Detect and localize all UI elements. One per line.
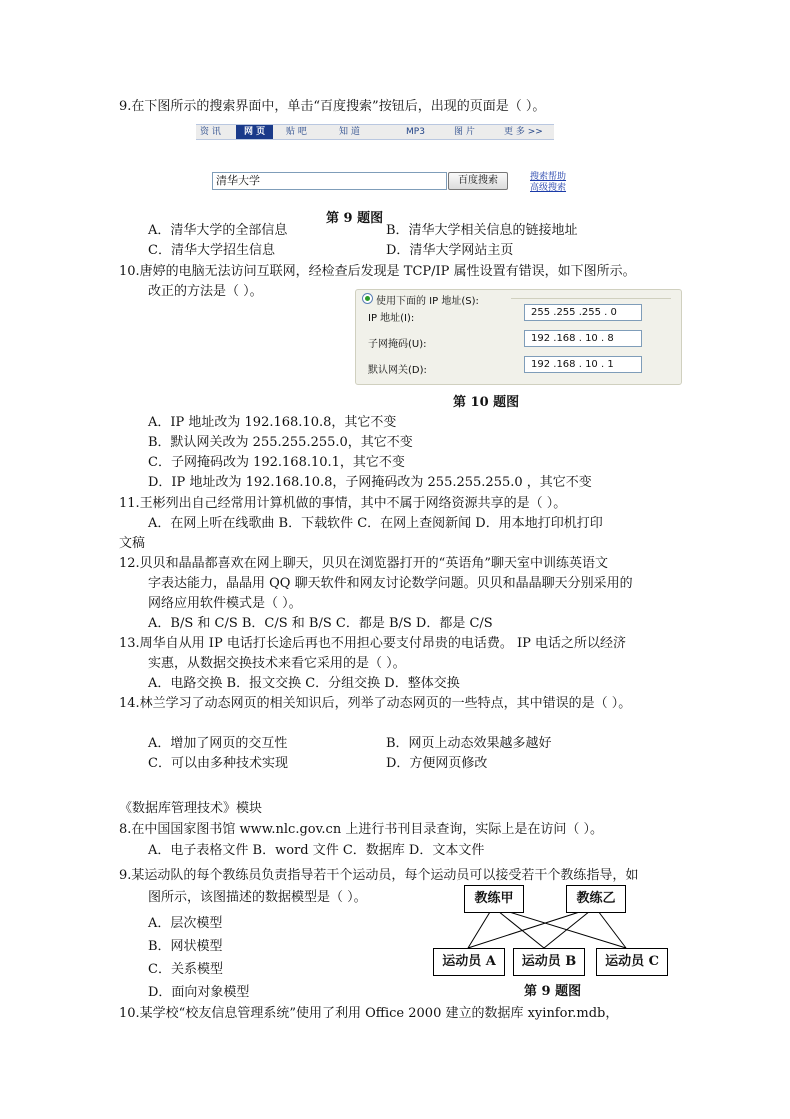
q14-option-b: B．网页上动态效果越多越好 [386, 736, 552, 751]
q13-stem: 13.周华自从用 IP 电话打长途后再也不用担心要支付昂贵的电话费。 IP 电话之所以经济 [119, 636, 626, 651]
ip-address-field[interactable]: 255 .255 .255 . 0 [524, 304, 642, 321]
subnet-mask-label: 子网掩码(U): [368, 339, 427, 350]
q10-stem: 10.唐婷的电脑无法访问互联网，经检查后发现是 TCP/IP 属性设置有错误，如下图所示。 [119, 264, 636, 279]
q10-option-d: D．IP 地址改为 192.168.10.8，子网掩码改为 255.255.255.0 ，其它不变 [148, 475, 592, 490]
q14-option-d: D．方便网页修改 [386, 756, 488, 771]
q13-options: A．电路交换 B．报文交换 C．分组交换 D．整体交换 [148, 676, 460, 691]
radio-label: 使用下面的 IP 地址(S): [376, 296, 479, 307]
nav-tab-zhidao[interactable]: 知 道 [339, 127, 360, 137]
q9db-option-a: A．层次模型 [148, 916, 223, 931]
nav-tab-mp3[interactable]: MP3 [406, 127, 425, 137]
nav-tab-news[interactable]: 资 讯 [200, 127, 221, 137]
figure-caption: 第 10 题图 [453, 395, 520, 410]
radio-button[interactable] [362, 293, 373, 304]
module-title: 《数据库管理技术》模块 [119, 801, 263, 816]
q13-stem-cont: 实惠，从数据交换技术来看它采用的是（ ）。 [148, 656, 406, 671]
search-input[interactable]: 清华大学 [212, 172, 447, 190]
q12-stem-cont2: 网络应用软件模式是（ ）。 [148, 596, 302, 611]
q9db-stem-cont: 图所示，该图描述的数据模型是（ ）。 [148, 890, 367, 905]
q8-options: A．电子表格文件 B．word 文件 C．数据库 D．文本文件 [148, 843, 485, 858]
q8-stem: 8.在中国国家图书馆 www.nlc.gov.cn 上进行书刊目录查询，实际上是在访问（ ）。 [119, 822, 603, 837]
q9-stem: 9.在下图所示的搜索界面中，单击“百度搜索”按钮后，出现的页面是（ ）。 [119, 99, 546, 114]
edge-yi-b [544, 907, 595, 948]
athlete-node-c: 运动员 C [596, 948, 668, 976]
search-help-link[interactable]: 搜索帮助 [530, 172, 567, 182]
default-gateway-label: 默认网关(D): [368, 365, 427, 376]
advanced-search-link[interactable]: 高级搜索 [530, 183, 567, 193]
nav-tab-web[interactable]: 网 页 [236, 125, 273, 139]
q10-option-a: A．IP 地址改为 192.168.10.8，其它不变 [148, 415, 397, 430]
q9db-stem: 9.某运动队的每个教练员负责指导若干个运动员，每个运动员可以接受若干个教练指导，如 [119, 868, 639, 883]
edge-jia-b [493, 907, 544, 948]
q12-stem-cont: 字表达能力，晶晶用 QQ 聊天软件和网友讨论数学问题。贝贝和晶晶聊天分别采用的 [148, 576, 633, 591]
q11-options-wrap: 文稿 [119, 536, 146, 551]
nav-tab-images[interactable]: 图 片 [454, 127, 475, 137]
ip-settings-panel [355, 289, 682, 385]
q12-stem: 12.贝贝和晶晶都喜欢在网上聊天，贝贝在浏览器打开的“英语角”聊天室中训练英语文 [119, 556, 608, 571]
default-gateway-field[interactable]: 192 .168 . 10 . 1 [524, 356, 642, 373]
baidu-search-button[interactable]: 百度搜索 [448, 172, 508, 190]
q10-option-c: C．子网掩码改为 192.168.10.1，其它不变 [148, 455, 405, 470]
q9db-option-b: B．网状模型 [148, 939, 223, 954]
subnet-mask-field[interactable]: 192 .168 . 10 . 8 [524, 330, 642, 347]
figure-caption: 第 9 题图 [326, 211, 384, 226]
edge-jia-c [493, 907, 626, 948]
q14-option-c: C．可以由多种技术实现 [148, 756, 288, 771]
q12-options: A．B/S 和 C/S B．C/S 和 B/S C．都是 B/S D．都是 C/S [148, 616, 493, 631]
q11-stem: 11.王彬列出自己经常用计算机做的事情，其中不属于网络资源共享的是（ ）。 [119, 496, 567, 511]
q10db-stem: 10.某学校“校友信息管理系统”使用了利用 Office 2000 建立的数据库 xyinfor.mdb， [119, 1006, 619, 1021]
edge-yi-c [595, 907, 626, 948]
athlete-node-a: 运动员 A [433, 948, 505, 976]
group-divider [511, 298, 671, 299]
nav-tab-tieba[interactable]: 贴 吧 [286, 127, 307, 137]
edge-jia-a [468, 907, 493, 948]
ip-address-label: IP 地址(I): [368, 313, 415, 324]
q11-options: A．在网上听在线歌曲 B．下载软件 C．在网上查阅新闻 D．用本地打印机打印 [148, 516, 603, 531]
q9-option-c: C．清华大学招生信息 [148, 243, 275, 258]
coach-node-jia: 教练甲 [464, 885, 524, 913]
figure-caption: 第 9 题图 [524, 984, 582, 999]
baidu-nav-bar [196, 124, 554, 140]
q14-stem: 14.林兰学习了动态网页的相关知识后，列举了动态网页的一些特点，其中错误的是（ ）。 [119, 696, 632, 711]
nav-tab-more[interactable]: 更 多 >> [504, 127, 543, 137]
q9-option-a: A．清华大学的全部信息 [148, 223, 288, 238]
athlete-node-b: 运动员 B [513, 948, 585, 976]
q9-option-b: B．清华大学相关信息的链接地址 [386, 223, 578, 238]
q9-option-d: D．清华大学网站主页 [386, 243, 514, 258]
q9db-option-c: C．关系模型 [148, 962, 223, 977]
q9db-option-d: D．面向对象模型 [148, 985, 250, 1000]
coach-node-yi: 教练乙 [566, 885, 626, 913]
q10-option-b: B．默认网关改为 255.255.255.0，其它不变 [148, 435, 413, 450]
q10-stem-cont: 改正的方法是（ ）。 [148, 284, 263, 299]
q14-option-a: A．增加了网页的交互性 [148, 736, 288, 751]
edge-yi-a [468, 907, 595, 948]
